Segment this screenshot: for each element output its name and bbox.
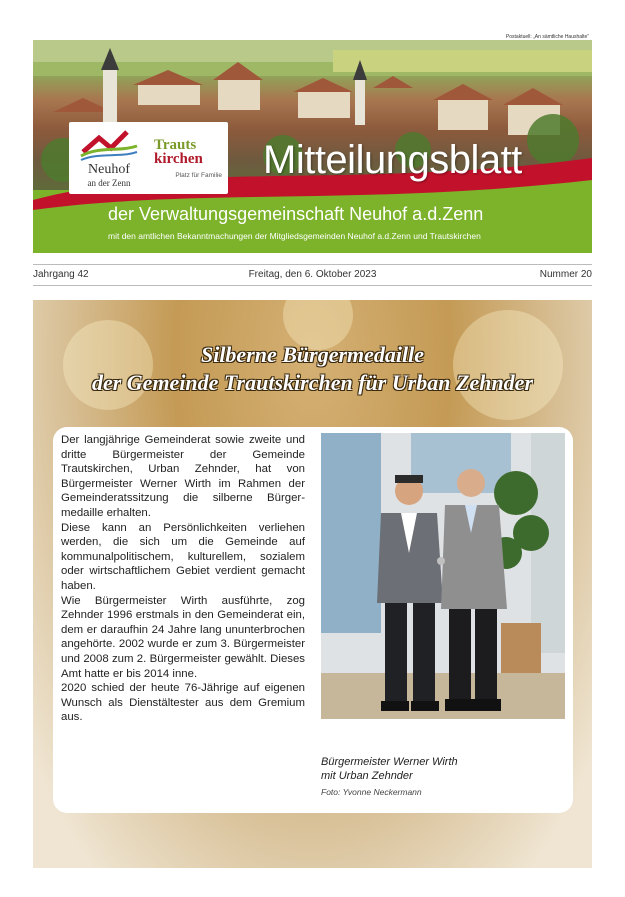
- photo-caption-line1: Bürgermeister Werner Wirth: [321, 756, 458, 768]
- masthead-subtitle: der Verwaltungsgemeinschaft Neuhof a.d.Zenn: [108, 204, 484, 224]
- article-paragraph: Diese kann an Persönlichkeiten verliehen werden, die sich um die Gemeinde auf kommunalpolitischem, kulturellem, sozialem oder wirtschaftlichem Gebiet verdient gemacht haben.: [61, 521, 305, 592]
- issue-number: Nummer 20: [539, 269, 592, 280]
- issue-info-bar: [33, 264, 592, 286]
- article-paragraph: Der langjährige Gemeinderat sowie zweite und dritte Bürgermeister der Gemeinde Trautskirchen, Urban Zehnder, hat von Bürgermeister Werner Wirth im Rahmen der Gemeinderatssitzung die silberne Bürgermedaille erhalten.: [61, 434, 305, 519]
- feature-title-line2: der Gemeinde Trautskirchen für Urban Zehnder: [91, 370, 534, 395]
- photo-credit: Foto: Yvonne Neckermann: [321, 787, 422, 797]
- neuhof-logo: [69, 122, 149, 194]
- trautskirchen-logo: [146, 122, 228, 194]
- article-body: [61, 433, 305, 725]
- trautskirchen-logo-sub: Platz für Familie: [175, 172, 222, 179]
- trautskirchen-logo-name: [154, 138, 203, 166]
- issue-date: Freitag, den 6. Oktober 2023: [248, 269, 377, 280]
- masthead: [33, 40, 592, 253]
- photo-caption-line2: mit Urban Zehnder: [321, 770, 413, 782]
- award-photo: [321, 433, 565, 719]
- article-paragraph: Wie Bürgermeister Wirth ausführte, zog Zehnder 1996 erstmals in den Gemeinderat ein, dem er daraufhin 24 Jahre lang ununterbrochen angehörte. 2002 wurde er zum 3. Bürgermeister und 2008 zum 2. Bürgermeister gewählt. Dieses Amt hatte er bis 2014 inne.: [61, 594, 305, 680]
- issue-volume: Jahrgang 42: [33, 269, 89, 280]
- article-paragraph: 2020 schied der heute 76-Jährige auf eigenen Wunsch als Dienstältester aus dem Gremium aus.: [61, 682, 305, 724]
- masthead-subline: mit den amtlichen Bekanntmachungen der Mitgliedsgemeinden Neuhof a.d.Zenn und Trautskirchen: [108, 231, 481, 241]
- masthead-title: Mitteilungsblatt: [263, 138, 522, 182]
- trautskirchen-logo-line1: Trauts: [154, 137, 197, 153]
- neuhof-logo-name: Neuhof: [88, 162, 130, 177]
- photo-caption: [321, 755, 458, 783]
- feature-title-line1: Silberne Bürgermedaille: [200, 342, 425, 367]
- postal-note: Postaktuell: „An sämtliche Haushalte“: [505, 34, 589, 40]
- neuhof-logo-sub: an der Zenn: [87, 178, 131, 188]
- article-card: [53, 427, 573, 813]
- feature-article: [33, 300, 592, 868]
- trautskirchen-logo-line2: kirchen: [154, 151, 203, 167]
